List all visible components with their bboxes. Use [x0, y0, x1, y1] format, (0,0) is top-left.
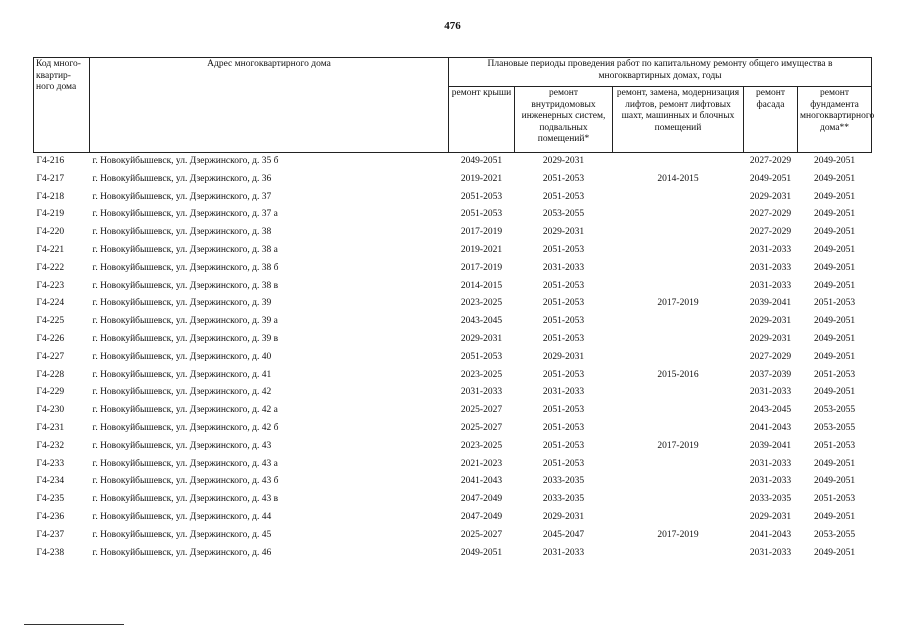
address-cell: г. Новокуйбышевск, ул. Дзержинского, д. 40	[92, 351, 272, 362]
address-cell: г. Новокуйбышевск, ул. Дзержинского, д. 43	[92, 440, 272, 451]
engineering-period-cell: 2029-2031	[542, 227, 585, 238]
engineering-period-cell: 2051-2053	[542, 369, 585, 380]
foundation-period-cell: 2049-2051	[813, 280, 856, 291]
address-cell: г. Новокуйбышевск, ул. Дзержинского, д. 36	[92, 173, 272, 184]
facade-period-cell: 2027-2029	[749, 156, 792, 166]
elevator-period-cell: 2015-2016	[657, 369, 699, 380]
address-cell: г. Новокуйбышевск, ул. Дзержинского, д. 43 а	[92, 458, 278, 469]
table-row	[34, 260, 872, 278]
foundation-period-cell: 2049-2051	[813, 156, 856, 166]
facade-period-cell: 2029-2031	[749, 316, 792, 327]
address-cell: г. Новокуйбышевск, ул. Дзержинского, д. 37	[92, 191, 272, 202]
roof-period-cell: 2023-2025	[460, 298, 503, 309]
header-roof: ремонт крыши	[449, 87, 515, 153]
table-row	[34, 171, 872, 189]
elevator-period-cell: 2014-2015	[657, 173, 699, 184]
table-row	[34, 153, 872, 171]
foundation-period-cell: 2049-2051	[813, 316, 856, 327]
table-row	[34, 349, 872, 367]
house-code-cell: Г4-224	[36, 298, 65, 309]
address-cell: г. Новокуйбышевск, ул. Дзержинского, д. 37 а	[92, 209, 278, 220]
foundation-period-cell: 2049-2051	[813, 244, 856, 255]
footnote-divider	[24, 624, 124, 625]
address-cell: г. Новокуйбышевск, ул. Дзержинского, д. 42 а	[92, 405, 278, 416]
address-cell: г. Новокуйбышевск, ул. Дзержинского, д. 38 в	[92, 280, 279, 291]
table-row	[34, 224, 872, 242]
elevator-period-cell	[613, 545, 744, 563]
table-row	[34, 545, 872, 563]
foundation-period-cell: 2051-2053	[813, 494, 856, 505]
house-code-cell: Г4-226	[36, 333, 65, 344]
house-code-cell: Г4-225	[36, 316, 65, 327]
house-code-cell: Г4-217	[36, 173, 65, 184]
facade-period-cell: 2029-2031	[749, 511, 792, 522]
roof-period-cell: 2014-2015	[460, 280, 503, 291]
foundation-period-cell: 2049-2051	[813, 547, 856, 558]
elevator-period-cell: 2017-2019	[657, 298, 699, 309]
elevator-period-cell	[613, 491, 744, 509]
house-code-cell: Г4-237	[36, 529, 65, 540]
elevator-period-cell: 2017-2019	[657, 440, 699, 451]
house-code-cell: Г4-228	[36, 369, 65, 380]
engineering-period-cell: 2033-2035	[542, 494, 585, 505]
engineering-period-cell: 2051-2053	[542, 298, 585, 309]
engineering-period-cell: 2053-2055	[542, 209, 585, 220]
house-code-cell: Г4-218	[36, 191, 65, 202]
house-code-cell: Г4-231	[36, 422, 65, 433]
address-cell: г. Новокуйбышевск, ул. Дзержинского, д. 41	[92, 369, 272, 380]
table-row	[34, 473, 872, 491]
roof-period-cell: 2023-2025	[460, 440, 503, 451]
header-facade: ремонт фасада	[744, 87, 798, 153]
roof-period-cell: 2021-2023	[460, 458, 503, 469]
engineering-period-cell: 2051-2053	[542, 405, 585, 416]
elevator-period-cell	[613, 331, 744, 349]
roof-period-cell: 2049-2051	[460, 156, 503, 166]
facade-period-cell: 2031-2033	[749, 280, 792, 291]
foundation-period-cell: 2049-2051	[813, 476, 856, 487]
facade-period-cell: 2039-2041	[749, 440, 792, 451]
table-row	[34, 313, 872, 331]
address-cell: г. Новокуйбышевск, ул. Дзержинского, д. 43 б	[92, 476, 279, 487]
house-code-cell: Г4-216	[36, 156, 65, 166]
elevator-period-cell	[613, 509, 744, 527]
roof-period-cell: 2031-2033	[460, 387, 503, 398]
engineering-period-cell: 2051-2053	[542, 440, 585, 451]
table-row	[34, 527, 872, 545]
roof-period-cell: 2029-2031	[460, 333, 503, 344]
engineering-period-cell: 2031-2033	[542, 262, 585, 273]
engineering-period-cell: 2031-2033	[542, 387, 585, 398]
elevator-period-cell	[613, 189, 744, 207]
engineering-period-cell: 2033-2035	[542, 476, 585, 487]
table-row	[34, 384, 872, 402]
foundation-period-cell: 2049-2051	[813, 191, 856, 202]
table-row	[34, 189, 872, 207]
house-code-cell: Г4-235	[36, 494, 65, 505]
foundation-period-cell: 2049-2051	[813, 262, 856, 273]
foundation-period-cell: 2049-2051	[813, 173, 856, 184]
house-code-cell: Г4-223	[36, 280, 65, 291]
foundation-period-cell: 2053-2055	[813, 422, 856, 433]
elevator-period-cell	[613, 260, 744, 278]
engineering-period-cell: 2029-2031	[542, 351, 585, 362]
roof-period-cell: 2041-2043	[460, 476, 503, 487]
header-elevators: ремонт, замена, модернизация лифтов, ремонт лифтовых шахт, машинных и блочных помещений	[613, 87, 744, 153]
facade-period-cell: 2039-2041	[749, 298, 792, 309]
foundation-period-cell: 2049-2051	[813, 209, 856, 220]
roof-period-cell: 2017-2019	[460, 227, 503, 238]
engineering-period-cell: 2051-2053	[542, 244, 585, 255]
table-row	[34, 420, 872, 438]
table-row	[34, 295, 872, 313]
house-code-cell: Г4-221	[36, 244, 65, 255]
house-code-cell: Г4-227	[36, 351, 65, 362]
facade-period-cell: 2027-2029	[749, 227, 792, 238]
facade-period-cell: 2031-2033	[749, 476, 792, 487]
facade-period-cell: 2031-2033	[749, 262, 792, 273]
facade-period-cell: 2029-2031	[749, 333, 792, 344]
facade-period-cell: 2031-2033	[749, 244, 792, 255]
table-body	[34, 153, 872, 563]
house-code-cell: Г4-222	[36, 262, 65, 273]
roof-period-cell: 2051-2053	[460, 351, 503, 362]
table-row	[34, 242, 872, 260]
facade-period-cell: 2049-2051	[749, 173, 792, 184]
engineering-period-cell: 2051-2053	[542, 333, 585, 344]
engineering-period-cell: 2029-2031	[542, 511, 585, 522]
elevator-period-cell	[613, 473, 744, 491]
roof-period-cell: 2051-2053	[460, 191, 503, 202]
header-code: Код много-квартир-ного дома	[34, 58, 90, 153]
engineering-period-cell: 2051-2053	[542, 191, 585, 202]
address-cell: г. Новокуйбышевск, ул. Дзержинского, д. 42	[92, 387, 272, 398]
roof-period-cell: 2023-2025	[460, 369, 503, 380]
foundation-period-cell: 2049-2051	[813, 458, 856, 469]
facade-period-cell: 2027-2029	[749, 351, 792, 362]
elevator-period-cell	[613, 242, 744, 260]
facade-period-cell: 2043-2045	[749, 405, 792, 416]
house-code-cell: Г4-232	[36, 440, 65, 451]
elevator-period-cell	[613, 206, 744, 224]
elevator-period-cell	[613, 224, 744, 242]
roof-period-cell: 2025-2027	[460, 422, 503, 433]
facade-period-cell: 2037-2039	[749, 369, 792, 380]
facade-period-cell: 2031-2033	[749, 387, 792, 398]
foundation-period-cell: 2051-2053	[813, 369, 856, 380]
foundation-period-cell: 2053-2055	[813, 529, 856, 540]
header-address: Адрес многоквартирного дома	[90, 58, 449, 153]
table-row	[34, 367, 872, 385]
roof-period-cell: 2025-2027	[460, 529, 503, 540]
engineering-period-cell: 2051-2053	[542, 280, 585, 291]
foundation-period-cell: 2049-2051	[813, 511, 856, 522]
engineering-period-cell: 2051-2053	[542, 458, 585, 469]
engineering-period-cell: 2051-2053	[542, 316, 585, 327]
facade-period-cell: 2027-2029	[749, 209, 792, 220]
facade-period-cell: 2031-2033	[749, 547, 792, 558]
house-code-cell: Г4-219	[36, 209, 65, 220]
elevator-period-cell: 2017-2019	[657, 529, 699, 540]
address-cell: г. Новокуйбышевск, ул. Дзержинского, д. 45	[92, 529, 272, 540]
header-engineering: ремонт внутридомовых инженерных систем, подвальных помещений*	[515, 87, 613, 153]
roof-period-cell: 2025-2027	[460, 405, 503, 416]
roof-period-cell: 2017-2019	[460, 262, 503, 273]
address-cell: г. Новокуйбышевск, ул. Дзержинского, д. 39	[92, 298, 272, 309]
roof-period-cell: 2019-2021	[460, 173, 503, 184]
house-code-cell: Г4-236	[36, 511, 65, 522]
elevator-period-cell	[613, 384, 744, 402]
table-row	[34, 456, 872, 474]
table-row	[34, 278, 872, 296]
engineering-period-cell: 2031-2033	[542, 547, 585, 558]
elevator-period-cell	[613, 456, 744, 474]
house-code-cell: Г4-220	[36, 227, 65, 238]
address-cell: г. Новокуйбышевск, ул. Дзержинского, д. 42 б	[92, 422, 279, 433]
table-row	[34, 331, 872, 349]
house-code-cell: Г4-234	[36, 476, 65, 487]
address-cell: г. Новокуйбышевск, ул. Дзержинского, д. 39 в	[92, 333, 279, 344]
header-periods: Плановые периоды проведения работ по капитальному ремонту общего имущества в многоквартирных домах, годы	[449, 58, 872, 87]
page-number: 476	[444, 20, 461, 32]
foundation-period-cell: 2051-2053	[813, 298, 856, 309]
foundation-period-cell: 2049-2051	[813, 351, 856, 362]
elevator-period-cell	[613, 349, 744, 367]
facade-period-cell: 2041-2043	[749, 529, 792, 540]
roof-period-cell: 2051-2053	[460, 209, 503, 220]
table-row	[34, 206, 872, 224]
roof-period-cell: 2043-2045	[460, 316, 503, 327]
address-cell: г. Новокуйбышевск, ул. Дзержинского, д. 43 в	[92, 494, 279, 505]
elevator-period-cell	[613, 153, 744, 171]
facade-period-cell: 2033-2035	[749, 494, 792, 505]
facade-period-cell: 2029-2031	[749, 191, 792, 202]
foundation-period-cell: 2049-2051	[813, 333, 856, 344]
address-cell: г. Новокуйбышевск, ул. Дзержинского, д. 46	[92, 547, 272, 558]
elevator-period-cell	[613, 402, 744, 420]
roof-period-cell: 2047-2049	[460, 511, 503, 522]
house-code-cell: Г4-229	[36, 387, 65, 398]
facade-period-cell: 2041-2043	[749, 422, 792, 433]
engineering-period-cell: 2045-2047	[542, 529, 585, 540]
table-row	[34, 491, 872, 509]
address-cell: г. Новокуйбышевск, ул. Дзержинского, д. 38 б	[92, 262, 279, 273]
house-code-cell: Г4-233	[36, 458, 65, 469]
roof-period-cell: 2049-2051	[460, 547, 503, 558]
house-code-cell: Г4-230	[36, 405, 65, 416]
roof-period-cell: 2019-2021	[460, 244, 503, 255]
house-code-cell: Г4-238	[36, 547, 65, 558]
header-foundation: ремонт фундамента многоквартирного дома**	[798, 87, 872, 153]
elevator-period-cell	[613, 420, 744, 438]
elevator-period-cell	[613, 278, 744, 296]
table-row	[34, 402, 872, 420]
foundation-period-cell: 2053-2055	[813, 405, 856, 416]
address-cell: г. Новокуйбышевск, ул. Дзержинского, д. 39 а	[92, 316, 278, 327]
address-cell: г. Новокуйбышевск, ул. Дзержинского, д. 44	[92, 511, 272, 522]
engineering-period-cell: 2051-2053	[542, 422, 585, 433]
foundation-period-cell: 2049-2051	[813, 387, 856, 398]
roof-period-cell: 2047-2049	[460, 494, 503, 505]
address-cell: г. Новокуйбышевск, ул. Дзержинского, д. 35 б	[92, 156, 279, 166]
foundation-period-cell: 2049-2051	[813, 227, 856, 238]
facade-period-cell: 2031-2033	[749, 458, 792, 469]
engineering-period-cell: 2051-2053	[542, 173, 585, 184]
foundation-period-cell: 2051-2053	[813, 440, 856, 451]
engineering-period-cell: 2029-2031	[542, 156, 585, 166]
table-row	[34, 438, 872, 456]
address-cell: г. Новокуйбышевск, ул. Дзержинского, д. 38 а	[92, 244, 278, 255]
elevator-period-cell	[613, 313, 744, 331]
repair-schedule-table	[33, 57, 875, 562]
table-row	[34, 509, 872, 527]
address-cell: г. Новокуйбышевск, ул. Дзержинского, д. 38	[92, 227, 272, 238]
